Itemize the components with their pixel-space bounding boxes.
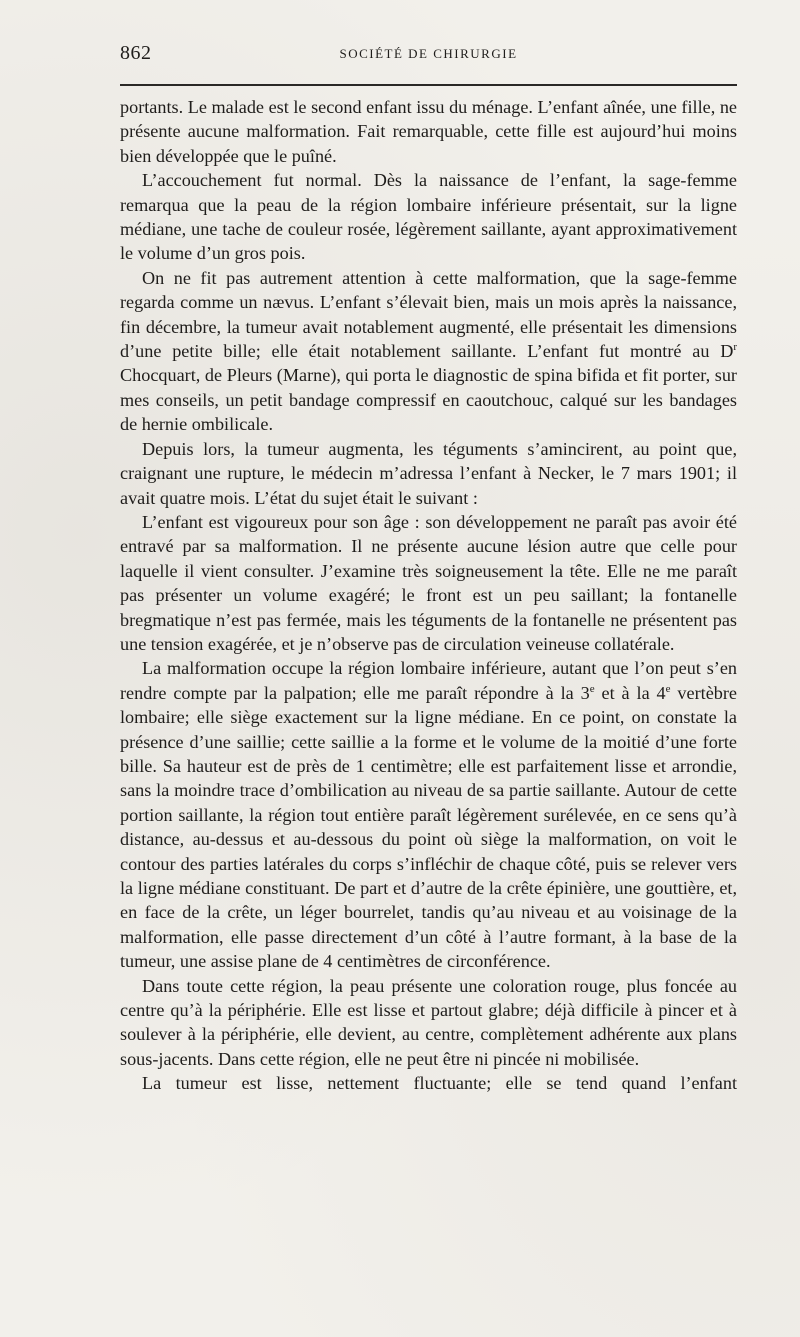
paragraph: L’enfant est vigoureux pour son âge : son développement ne paraît pas avoir été entravé par sa malformation. Il ne présente aucune lésion autre que celle pour laquelle il vient consulter. J’examine très soigneusement la tête. Elle ne me paraît pas présenter un volume exagéré; le front est un peu saillant; la fontanelle bregmatique n’est pas fermée, mais les téguments de la fontanelle ne présentent pas une tension exagérée, et je n’observe pas de circulation veineuse collatérale. bbox=[120, 511, 737, 654]
running-head: SOCIÉTÉ DE CHIRURGIE bbox=[339, 46, 518, 61]
paragraph bbox=[120, 656, 737, 973]
paragraph-text: On ne fit pas autrement attention à cette malformation, que la sage-femme regarda comme un nævus. L’enfant s’élevait bien, mais un mois après la naissance, fin décembre, la tumeur avait notablement augmenté, elle présentait les dimensions d’une petite bille; elle était notablement saillante. L’enfant fut montré au D bbox=[120, 267, 737, 362]
paragraph-text: vertèbre lombaire; elle siège exactement sur la ligne médiane. En ce point, on constate la présence d’une saillie; cette saillie a la forme et le volume de la moitié d’une forte bille. Sa hauteur est de près de 1 centimètre; elle est parfaitement lisse et arrondie, sans la moindre trace d’ombilication au niveau de sa partie saillante. Autour de cette portion saillante, la région tout entière paraît légèrement surélevée, en ce sens qu’à distance, au-dessus et au-dessous du point où siège la malformation, on voit le contour des parties latérales du corps s’infléchir de chaque côté, puis se relever vers la ligne médiane constituant. De part et d’autre de la crête épinière, une gouttière, et, en face de la crête, un léger bourrelet, tandis qu’au niveau et au voisinage de la malformation, elle passe directement d’un côté à l’autre formant, à la base de la tumeur, une assise plane de 4 centimètres de circonférence. bbox=[120, 682, 737, 972]
paragraph: Dans toute cette région, la peau présente une coloration rouge, plus foncée au centre qu’à la périphérie. Elle est lisse et partout glabre; déjà difficile à pincer et à soulever à la périphérie, elle devient, au centre, complètement adhérente aux plans sous-jacents. Dans cette région, elle ne peut être ni pincée ni mobilisée. bbox=[120, 975, 737, 1069]
superscript: e bbox=[589, 682, 595, 695]
superscript: r bbox=[733, 341, 737, 353]
paragraph-text: et à la 4 bbox=[594, 682, 666, 703]
paragraph bbox=[120, 266, 737, 437]
page-header bbox=[120, 42, 737, 70]
header-rule bbox=[120, 84, 737, 86]
body-text bbox=[120, 95, 737, 1096]
paragraph: Depuis lors, la tumeur augmenta, les téguments s’amincirent, au point que, craignant une rupture, le médecin m’adressa l’enfant à Necker, le 7 mars 1901; il avait quatre mois. L’état du sujet était le suivant : bbox=[120, 438, 737, 508]
paragraph: portants. Le malade est le second enfant issu du ménage. L’enfant aînée, une fille, ne présente aucune malformation. Fait remarquable, cette fille est aujourd’hui moins bien développée que le puîné. bbox=[120, 97, 737, 166]
page-number: 862 bbox=[120, 42, 152, 64]
paragraph-text: La malformation occupe la région lombaire inférieure, autant que l’on peut s’en rendre compte par la palpation; elle me paraît répondre à la 3 bbox=[120, 658, 737, 703]
superscript: e bbox=[665, 682, 671, 695]
paragraph: L’accouchement fut normal. Dès la naissance de l’enfant, la sage-femme remarqua que la peau de la région lombaire inférieure présentait, sur la ligne médiane, une tache de couleur rosée, légèrement saillante, ayant approximativement le volume d’un gros pois. bbox=[120, 170, 737, 264]
paragraph-text: Chocquart, de Pleurs (Marne), qui porta le diagnostic de spina bifida et fit porter, sur mes conseils, un petit bandage compressif en caoutchouc, calqué sur les bandages de hernie ombilicale. bbox=[120, 365, 737, 435]
paragraph: La tumeur est lisse, nettement fluctuante; elle se tend quand l’enfant bbox=[142, 1073, 737, 1094]
